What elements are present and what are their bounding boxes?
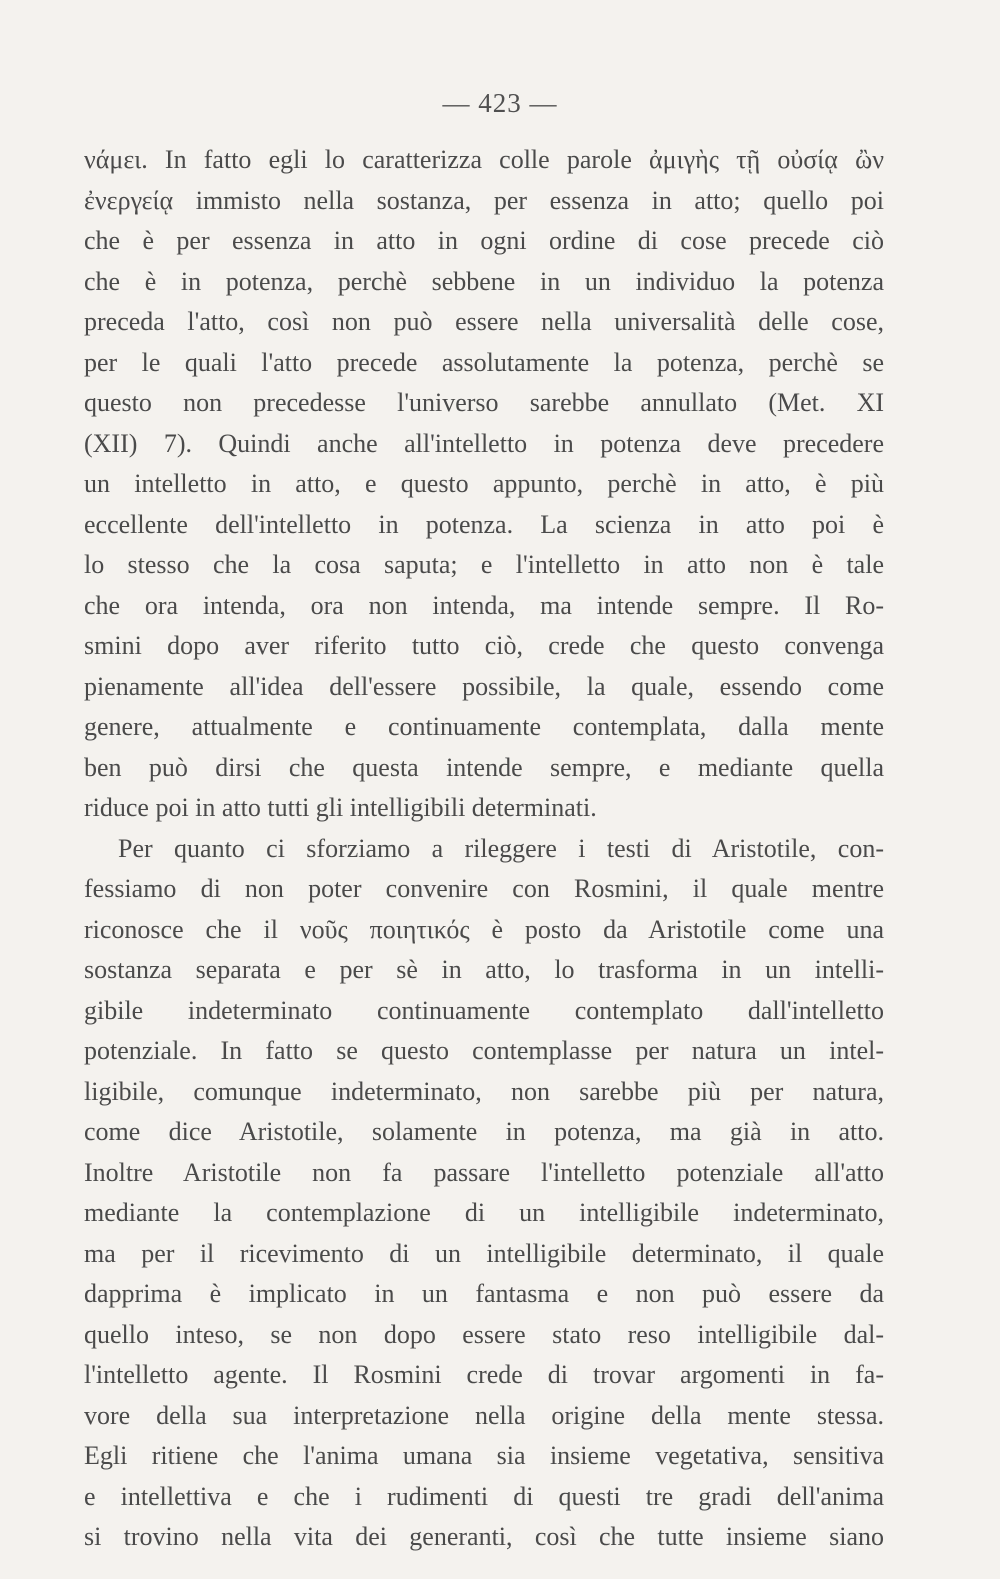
- text-line: dapprima è implicato in un fantasma e non può essere da: [84, 1279, 884, 1308]
- text-line: Egli ritiene che l'anima umana sia insieme vegetativa, sensitiva: [84, 1441, 884, 1470]
- paragraph-2: [84, 829, 884, 1558]
- text-line: gibile indeterminato continuamente contemplato dall'intelletto: [84, 995, 884, 1025]
- text-line: νάμει. In fatto egli lo caratterizza colle parole ἀμιγὴς τῇ οὐσίᾳ ὢν: [84, 145, 884, 174]
- text-line: lo stesso che la cosa saputa; e l'intelletto in atto non è tale: [84, 550, 884, 579]
- text-line: preceda l'atto, così non può essere nella universalità delle cose,: [84, 307, 884, 336]
- text-line: mediante la contemplazione di un intelligibile indeterminato,: [84, 1198, 884, 1227]
- text-line: si trovino nella vita dei generanti, così che tutte insieme siano: [84, 1522, 884, 1551]
- text-line: vore della sua interpretazione nella origine della mente stessa.: [84, 1400, 884, 1430]
- text-line: genere, attualmente e continuamente contemplata, dalla mente: [84, 712, 884, 741]
- text-line: per le quali l'atto precede assolutamente la potenza, perchè se: [84, 347, 884, 377]
- text-line: pienamente all'idea dell'essere possibile, la quale, essendo come: [84, 671, 884, 701]
- text-line: ma per il ricevimento di un intelligibile determinato, il quale: [84, 1238, 884, 1268]
- text-line: quello inteso, se non dopo essere stato reso intelligibile dal-: [84, 1319, 884, 1349]
- text-line: eccellente dell'intelletto in potenza. La scienza in atto poi è: [84, 509, 884, 539]
- body-text: [84, 140, 884, 1558]
- text-line: che è in potenza, perchè sebbene in un individuo la potenza: [84, 266, 884, 296]
- text-line: riconosce che il νοῦς ποιητικός è posto da Aristotile come una: [84, 914, 884, 944]
- paragraph-1: [84, 140, 884, 829]
- text-line: l'intelletto agente. Il Rosmini crede di trovar argomenti in fa-: [84, 1360, 884, 1389]
- text-line: sostanza separata e per sè in atto, lo trasforma in un intelli-: [84, 955, 884, 984]
- text-line: fessiamo di non poter convenire con Rosmini, il quale mentre: [84, 874, 884, 903]
- text-line: ben può dirsi che questa intende sempre, e mediante quella: [84, 752, 884, 782]
- text-line: questo non precedesse l'universo sarebbe annullato (Met. XI: [84, 388, 884, 417]
- text-line: (XII) 7). Quindi anche all'intelletto in potenza deve precedere: [84, 428, 884, 458]
- text-line: riduce poi in atto tutti gli intelligibili determinati.: [84, 793, 597, 822]
- text-line: ἐνεργείᾳ immisto nella sostanza, per essenza in atto; quello poi: [84, 185, 884, 215]
- page-number: — 423 —: [442, 88, 558, 118]
- text-line: ligibile, comunque indeterminato, non sarebbe più per natura,: [84, 1076, 884, 1106]
- text-line: che ora intenda, ora non intenda, ma intende sempre. Il Ro-: [84, 590, 884, 620]
- text-line: un intelletto in atto, e questo appunto, perchè in atto, è più: [84, 469, 884, 498]
- text-line: potenziale. In fatto se questo contemplasse per natura un intel-: [84, 1036, 884, 1065]
- text-line: che è per essenza in atto in ogni ordine di cose precede ciò: [84, 226, 884, 255]
- text-line: Per quanto ci sforziamo a rileggere i testi di Aristotile, con-: [118, 833, 884, 863]
- text-line: come dice Aristotile, solamente in potenza, ma già in atto.: [84, 1117, 884, 1146]
- text-line: e intellettiva e che i rudimenti di questi tre gradi dell'anima: [84, 1481, 884, 1511]
- text-line: Inoltre Aristotile non fa passare l'intelletto potenziale all'atto: [84, 1157, 884, 1187]
- text-line: smini dopo aver riferito tutto ciò, crede che questo convenga: [84, 631, 884, 660]
